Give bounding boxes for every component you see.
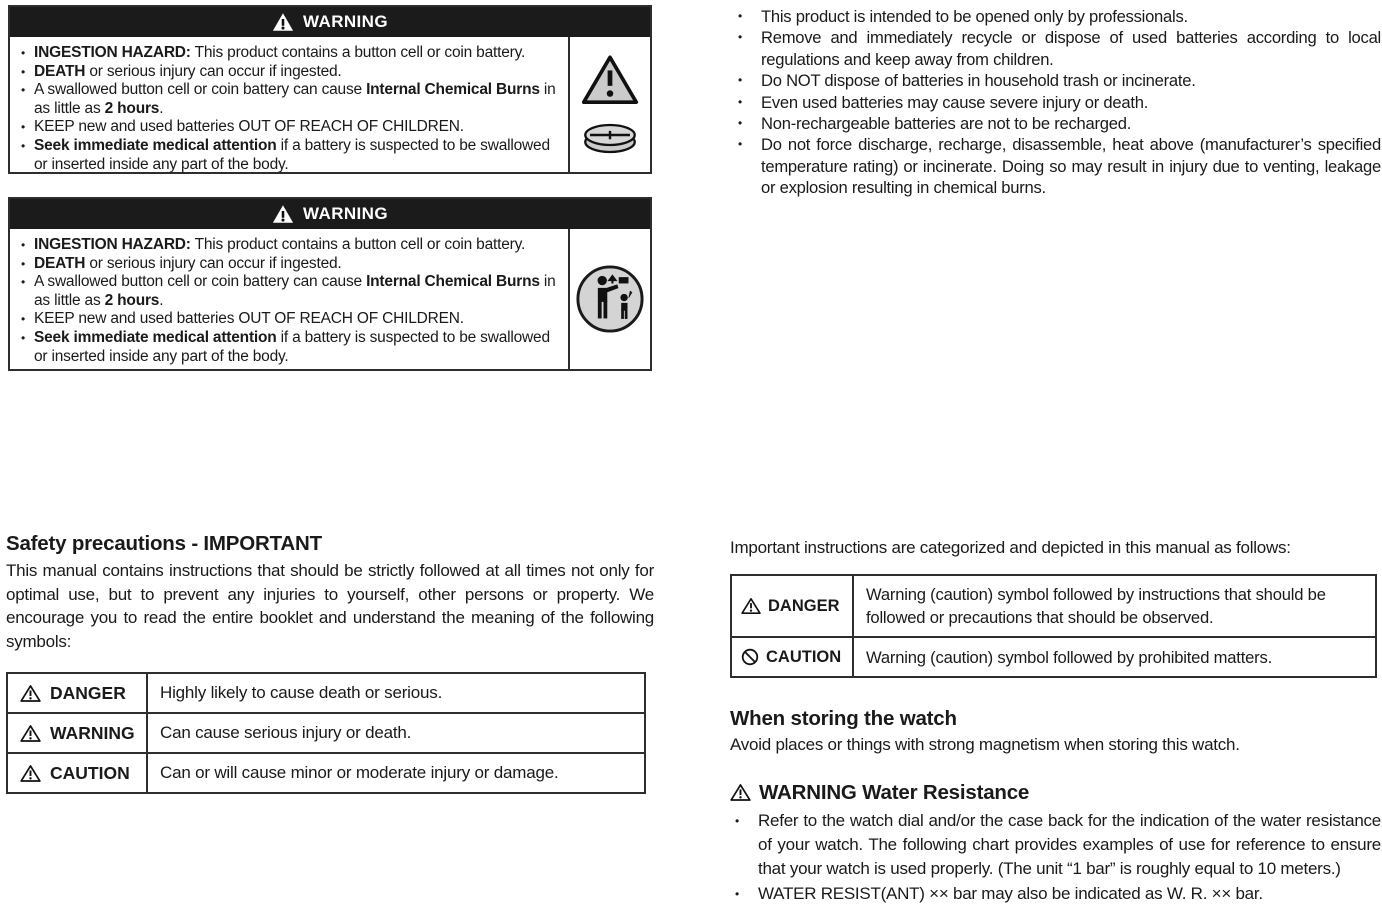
warning-bullet: • INGESTION HAZARD: This product contains a button cell or coin battery. (21, 44, 562, 63)
section-body: This manual contains instructions that should be strictly followed at all times not only for optimal use, but to prevent any injuries to yourself, other persons or property. We encourage you to read the entire booklet and understand the meaning of the following symbols: (6, 561, 654, 651)
table-label-cell (732, 638, 854, 676)
warning-icon-panel (568, 37, 650, 172)
warning-triangle-outline-icon (730, 783, 751, 802)
list-item: • Refer to the watch dial and/or the case back for the indication of the water resistance of your watch. The following chart provides examples of use for reference to ensure that your watch is used properly. (The unit “1 bar” is roughly equal to 10 meters.) (730, 809, 1381, 882)
battery-warning-box-1 (8, 5, 652, 174)
list-item: • This product is intended to be opened only by professionals. (730, 6, 1381, 27)
warning-triangle-outline-icon (20, 764, 41, 783)
severity-label: CAUTION (766, 647, 842, 666)
table-row (8, 674, 644, 712)
warning-bullet: • Seek immediate medical attention if a battery is suspected to be swallowed or inserted inside any part of the body. (21, 329, 562, 366)
warning-triangle-icon (581, 54, 639, 105)
warning-body (10, 229, 650, 369)
list-item: • Do not force discharge, recharge, disassemble, heat above (manufacturer’s specified temperature rating) or incinerate. Doing so may result in injury due to venting, leakage or explosion resulting in chemical burns. (730, 134, 1381, 198)
storing-section (730, 706, 1381, 757)
table-label-cell (732, 576, 854, 636)
warning-bullet: • Seek immediate medical attention if a battery is suspected to be swallowed or inserted inside any part of the body. (21, 137, 562, 174)
categories-table (730, 574, 1377, 678)
warning-triangle-outline-icon (20, 724, 41, 743)
severity-label: DANGER (768, 596, 840, 615)
battery-handling-list (730, 6, 1381, 199)
warning-bullet-list (10, 37, 568, 172)
warning-bullet-list (10, 229, 568, 369)
table-desc-cell: Warning (caution) symbol followed by instructions that should be followed or precautions that should be observed. (866, 585, 1326, 628)
warning-triangle-outline-icon (20, 684, 41, 703)
warning-header (10, 199, 650, 229)
categories-intro: Important instructions are categorized and depicted in this manual as follows: (730, 537, 1291, 557)
warning-triangle-icon (272, 204, 294, 224)
warning-bullet: • KEEP new and used batteries OUT OF REACH OF CHILDREN. (21, 310, 562, 329)
severity-label: CAUTION (50, 762, 130, 783)
section-title: When storing the watch (730, 707, 957, 731)
warning-triangle-icon (272, 12, 294, 32)
warning-header (10, 7, 650, 37)
table-label-cell (8, 754, 148, 792)
warning-triangle-outline-icon (741, 597, 761, 615)
table-row (732, 576, 1375, 636)
list-item: • Remove and immediately recycle or dispose of used batteries according to local regulations and keep away from children. (730, 27, 1381, 70)
warning-header-label: WARNING (303, 204, 388, 223)
severity-label: WARNING (50, 722, 135, 743)
list-item: • WATER RESIST(ANT) ×× bar may also be indicated as W. R. ×× bar. (730, 882, 1381, 906)
battery-warning-box-2 (8, 197, 652, 371)
table-desc-cell: Highly likely to cause death or serious. (160, 683, 443, 702)
warning-icon-panel (568, 229, 650, 369)
warning-bullet: • A swallowed button cell or coin battery can cause Internal Chemical Burns in as little as 2 hours. (21, 81, 562, 118)
table-row (732, 636, 1375, 676)
water-resistance-section (730, 780, 1381, 906)
coin-battery-icon (582, 122, 638, 155)
water-resistance-heading (730, 780, 1381, 806)
instruction-categories-section (730, 536, 1381, 679)
list-item: • Do NOT dispose of batteries in household trash or incinerate. (730, 70, 1381, 91)
table-desc-cell: Can cause serious injury or death. (160, 723, 412, 742)
severity-label: DANGER (50, 682, 126, 703)
warning-bullet: • KEEP new and used batteries OUT OF REACH OF CHILDREN. (21, 118, 562, 137)
table-desc-cell: Warning (caution) symbol followed by prohibited matters. (866, 647, 1272, 667)
water-resistance-list (730, 809, 1381, 906)
warning-bullet: • A swallowed button cell or coin battery can cause Internal Chemical Burns in as little as 2 hours. (21, 273, 562, 310)
prohibition-icon (741, 648, 759, 666)
warning-bullet: • INGESTION HAZARD: This product contains a button cell or coin battery. (21, 236, 562, 255)
symbol-meaning-table (6, 672, 646, 794)
warning-bullet: • DEATH or serious injury can occur if ingested. (21, 63, 562, 82)
warning-header-label: WARNING (303, 12, 388, 31)
section-title: Safety precautions - IMPORTANT (6, 532, 322, 555)
table-label-cell (8, 714, 148, 752)
keep-away-from-children-icon (575, 264, 645, 334)
left-column (8, 5, 652, 794)
warning-bullet: • DEATH or serious injury can occur if ingested. (21, 255, 562, 274)
list-item: • Non-rechargeable batteries are not to be recharged. (730, 113, 1381, 134)
section-title: WARNING Water Resistance (759, 780, 1030, 804)
warning-body (10, 37, 650, 172)
safety-precautions-section (6, 531, 652, 794)
right-column (730, 6, 1381, 906)
table-row (8, 712, 644, 752)
list-item: • Even used batteries may cause severe injury or death. (730, 92, 1381, 113)
table-label-cell (8, 674, 148, 712)
section-body: Avoid places or things with strong magnetism when storing this watch. (730, 735, 1240, 755)
table-desc-cell: Can or will cause minor or moderate injury or damage. (160, 763, 559, 782)
table-row (8, 752, 644, 792)
